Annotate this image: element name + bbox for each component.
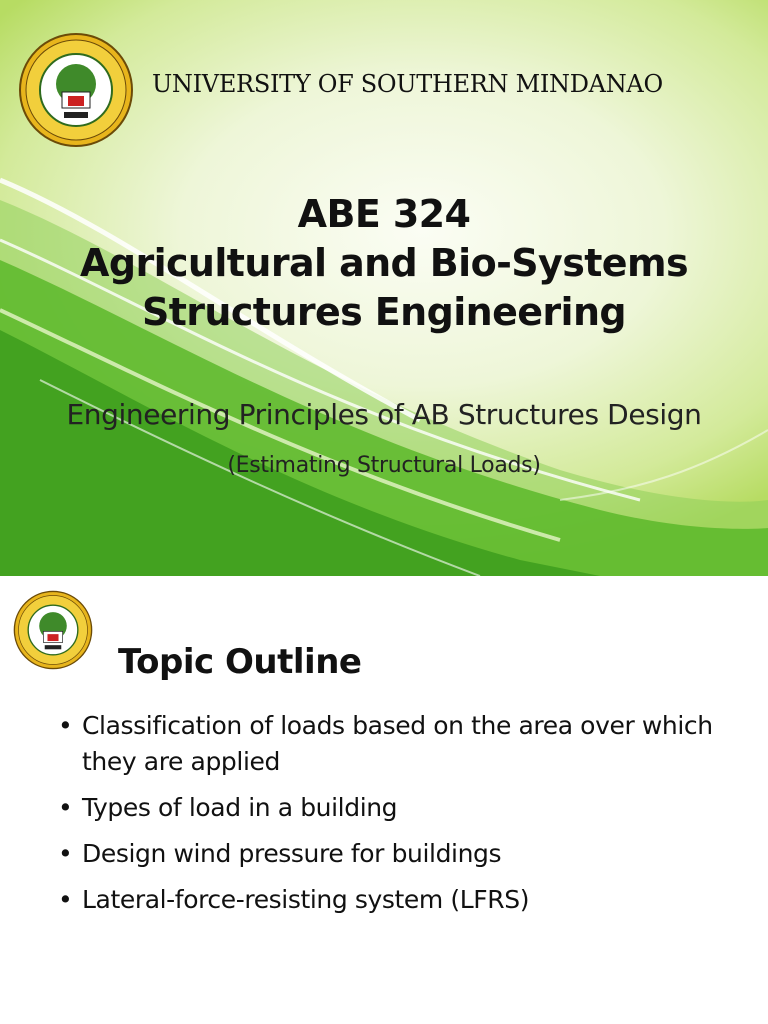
course-title bbox=[0, 190, 768, 337]
university-seal-icon bbox=[18, 32, 134, 148]
topic-outline-slide bbox=[0, 576, 768, 1024]
course-title-line-2: Agricultural and Bio-Systems bbox=[80, 241, 688, 285]
topic-list bbox=[58, 708, 748, 928]
bullet-icon: • bbox=[58, 839, 73, 868]
lecture-topic: (Estimating Structural Loads) bbox=[227, 453, 541, 478]
bullet-icon: • bbox=[58, 793, 73, 822]
outline-heading: Topic Outline bbox=[118, 642, 362, 682]
list-item: • Design wind pressure for buildings bbox=[58, 836, 748, 872]
list-item: • Classification of loads based on the area over which they are applied bbox=[58, 708, 748, 780]
bullet-icon: • bbox=[58, 711, 73, 740]
lecture-subtitle: Engineering Principles of AB Structures Design bbox=[66, 398, 702, 431]
university-name: UNIVERSITY OF SOUTHERN MINDANAO bbox=[152, 70, 663, 98]
university-seal-icon bbox=[13, 590, 93, 670]
list-item: • Types of load in a building bbox=[58, 790, 748, 826]
course-code: ABE 324 bbox=[297, 192, 471, 236]
bullet-icon: • bbox=[58, 885, 73, 914]
list-item: • Lateral-force-resisting system (LFRS) bbox=[58, 882, 748, 918]
course-title-line-3: Structures Engineering bbox=[141, 290, 627, 334]
